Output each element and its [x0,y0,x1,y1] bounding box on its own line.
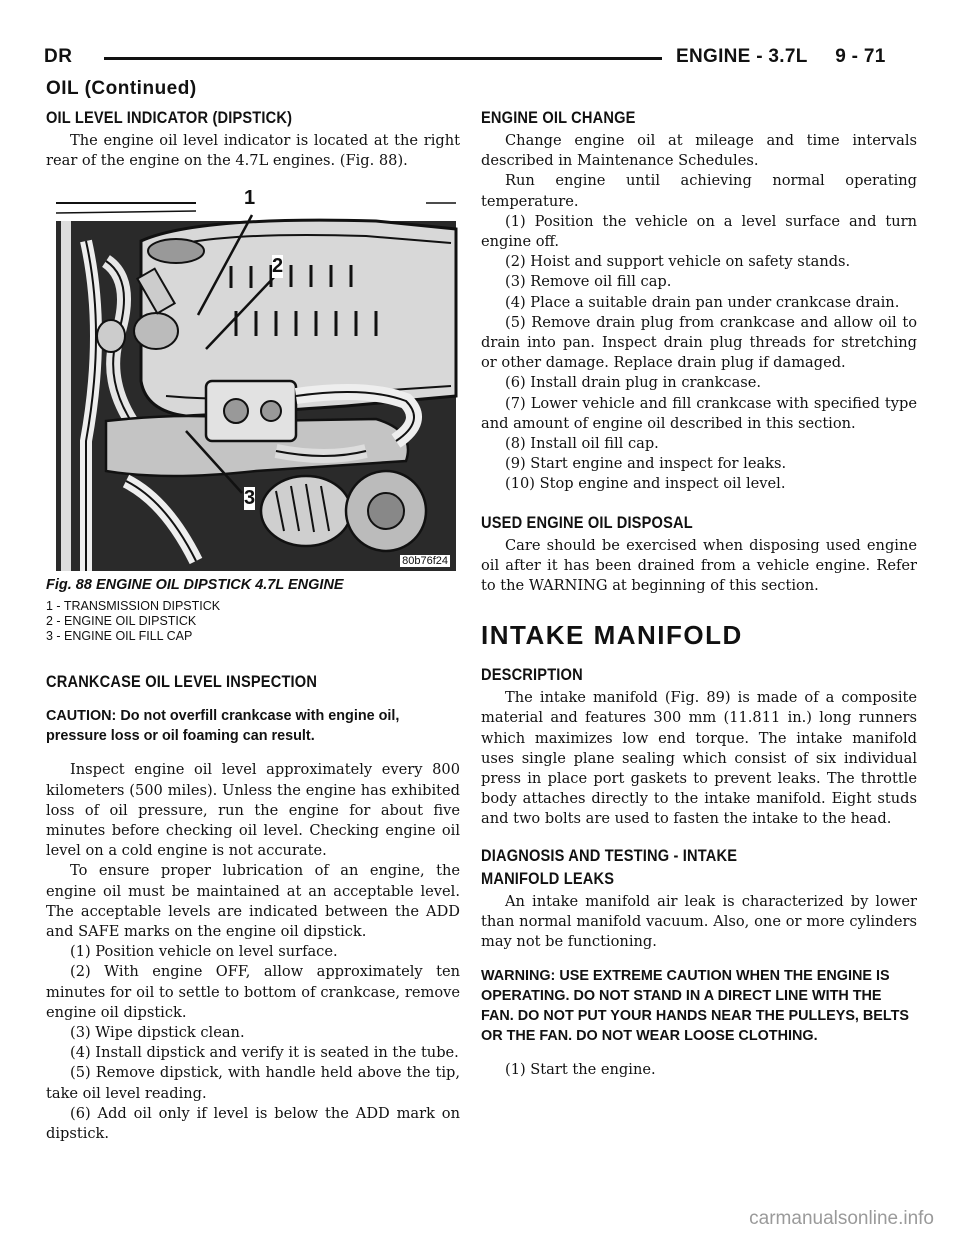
figure-code: 80b76f24 [402,555,448,568]
watermark: carmanualsonline.info [749,1208,934,1229]
figure-legend [46,599,460,644]
oil-change-step: (2) Hoist and support vehicle on safety stands. [505,253,851,271]
dipstick-paragraph: The engine oil level indicator is located at the right rear of the engine on the 4.7L engines. (Fig. 88). [46,132,460,170]
oil-change-step: (10) Stop engine and inspect oil level. [505,475,786,493]
description-paragraph: The intake manifold (Fig. 89) is made of a composite material and features 300 mm (11.811 in.) long runners which maximizes low end torque. The intake manifold uses single plane sealing which consist of six individual press in place port gaskets to prevent leaks. The throttle body attaches directly to the intake manifold. Eight studs and two bolts are used to fasten the intake to the head. [481,689,917,828]
engine-illustration [46,181,460,571]
oil-change-step: (5) Remove drain plug from crankcase and allow oil to drain into pan. Inspect drain plug threads for stretching or other damage. Replace drain plug if damaged. [481,313,917,372]
caution-note: CAUTION: Do not overfill crankcase with engine oil, pressure loss or oil foaming can result. [46,708,400,745]
disposal-paragraph: Care should be exercised when disposing used engine oil after it has been drained from a vehicle engine. Refer to the WARNING at beginning of this section. [481,536,917,595]
oil-change-step: (1) Position the vehicle on a level surface and turn engine off. [481,212,917,251]
inspection-step: (3) Wipe dipstick clean. [70,1024,245,1042]
oil-change-step: (6) Install drain plug in crankcase. [505,374,762,392]
right-column [481,108,917,1081]
dipstick-heading: OIL LEVEL INDICATOR (DIPSTICK) [46,108,293,127]
callout-1: 1 [244,187,256,210]
continued-heading: OIL (Continued) [46,78,197,99]
oil-change-heading: ENGINE OIL CHANGE [481,108,636,127]
inspection-heading: CRANKCASE OIL LEVEL INSPECTION [46,672,318,692]
legend-item: 3 - ENGINE OIL FILL CAP [46,629,193,644]
callout-2: 2 [272,255,284,278]
inspection-step: (6) Add oil only if level is below the ADD mark on dipstick. [46,1104,460,1143]
header-page-title: ENGINE - 3.7L 9 - 71 [676,46,886,67]
engine-oil-dipstick-figure [46,181,460,571]
oil-change-step: (8) Install oil fill cap. [505,435,659,453]
intake-manifold-heading: INTAKE MANIFOLD [481,620,743,651]
diagnosis-heading-line2: MANIFOLD LEAKS [481,868,615,888]
header-section-code: DR [44,46,73,67]
legend-item: 2 - ENGINE OIL DIPSTICK [46,614,197,629]
oil-change-intro: Change engine oil at mileage and time intervals described in Maintenance Schedules. [481,132,917,170]
inspection-step: (4) Install dipstick and verify it is seated in the tube. [70,1044,459,1062]
warning-note: WARNING: USE EXTREME CAUTION WHEN THE ENGINE IS OPERATING. DO NOT STAND IN A DIRECT LINE WITH THE FAN. DO NOT PUT YOUR HANDS NEAR THE PULLEYS, BELTS OR THE FAN. DO NOT WEAR LOOSE CLOTHING. [481,968,910,1045]
description-heading: DESCRIPTION [481,665,583,685]
oil-change-step: (4) Place a suitable drain pan under crankcase drain. [505,293,900,311]
oil-change-run: Run engine until achieving normal operating temperature. [481,172,917,210]
inspection-paragraph-1: Inspect engine oil level approximately every 800 kilometers (500 miles). Unless the engine has exhibited loss of oil pressure, run the engine for about five minutes before checking oil level. Checking engine oil level on a cold engine is not accurate. [46,761,460,860]
diagnosis-step: (1) Start the engine. [505,1061,656,1079]
left-column [46,108,460,1144]
callout-3: 3 [244,487,256,510]
oil-change-step: (7) Lower vehicle and fill crankcase with specified type and amount of engine oil described in this section. [481,394,917,432]
oil-change-step: (3) Remove oil fill cap. [505,273,672,291]
disposal-heading: USED ENGINE OIL DISPOSAL [481,512,693,532]
inspection-step: (1) Position vehicle on level surface. [70,943,338,961]
inspection-step: (2) With engine OFF, allow approximately ten minutes for oil to settle to bottom of crankcase, remove engine oil dipstick. [46,963,460,1021]
inspection-step: (5) Remove dipstick, with handle held above the tip, take oil level reading. [46,1064,460,1102]
legend-item: 1 - TRANSMISSION DIPSTICK [46,599,221,614]
header-rule [104,57,662,60]
diagnosis-paragraph: An intake manifold air leak is characterized by lower than normal manifold vacuum. Also, one or more cylinders may not be functioning. [481,892,917,951]
figure-caption: Fig. 88 ENGINE OIL DIPSTICK 4.7L ENGINE [46,577,344,594]
diagnosis-heading-line1: DIAGNOSIS AND TESTING - INTAKE [481,845,738,865]
inspection-paragraph-2: To ensure proper lubrication of an engine, the engine oil must be maintained at an acceptable level. The acceptable levels are indicated between the ADD and SAFE marks on the engine oil dipstick. [46,862,460,941]
oil-change-step: (9) Start engine and inspect for leaks. [505,455,787,473]
